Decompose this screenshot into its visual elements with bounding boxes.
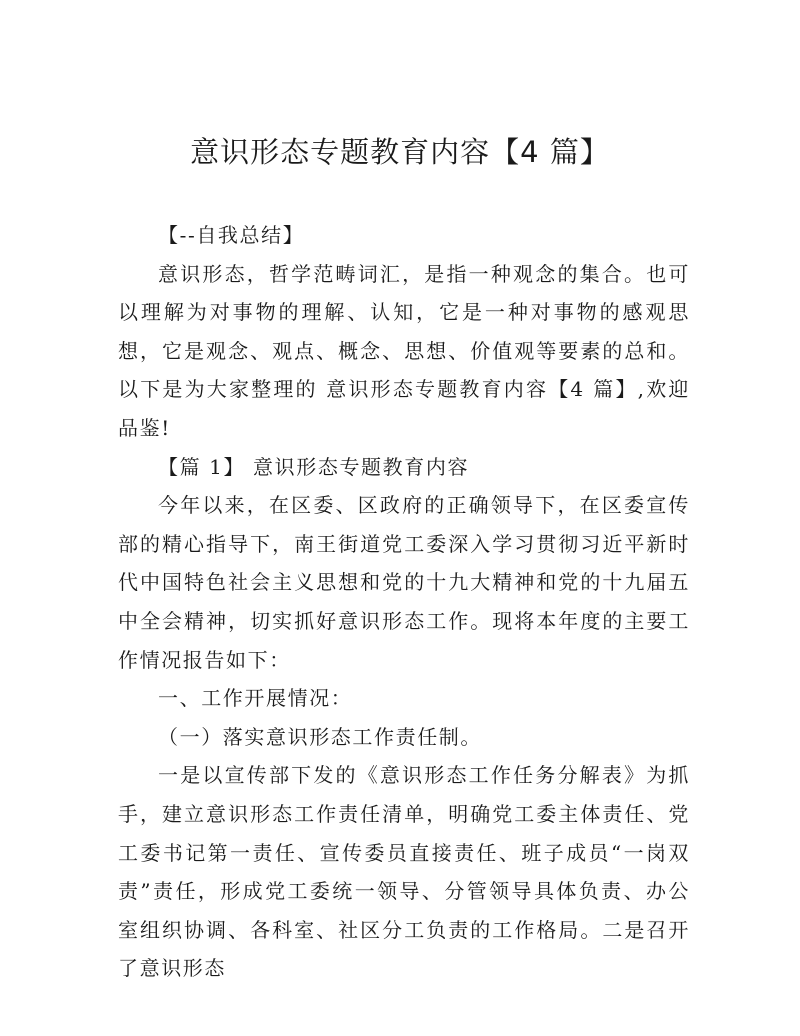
section-heading: 一、工作开展情况： xyxy=(158,686,353,711)
subsection-heading: （一）落实意识形态工作责任制。 xyxy=(158,724,482,749)
body-paragraph: 一是以宣传部下发的《意识形态工作任务分解表》为抓手，建立意识形态工作责任清单，明确党工委主体责任、党工委书记第一责任、宣传委员直接责任、班子成员“一岗双责”责任，形成党工委统一领导、分管领导具体负责、办公室组织协调、各科室、社区分工负责的工作格局。二是召开了意识形态 xyxy=(118,763,690,981)
chapter-heading: 【篇 1】 意识形态专题教育内容 xyxy=(158,454,470,479)
document-body xyxy=(118,216,690,988)
document-title: 意识形态专题教育内容【4 篇】 xyxy=(190,135,610,169)
section-tag: 【--自我总结】 xyxy=(158,223,305,247)
intro-paragraph: 意识形态，哲学范畴词汇，是指一种观念的集合。也可以理解为对事物的理解、认知，它是一种对事物的感观思想，它是观念、观点、概念、思想、价值观等要素的总和。以下是为大家整理的 意识形态专题教育内容【4 篇】,欢迎品鉴! xyxy=(118,261,690,440)
body-paragraph: 今年以来，在区委、区政府的正确领导下，在区委宣传部的精心指导下，南王街道党工委深入学习贯彻习近平新时代中国特色社会主义思想和党的十九大精神和党的十九届五中全会精神，切实抓好意识形态工作。现将本年度的主要工作情况报告如下： xyxy=(118,493,690,672)
